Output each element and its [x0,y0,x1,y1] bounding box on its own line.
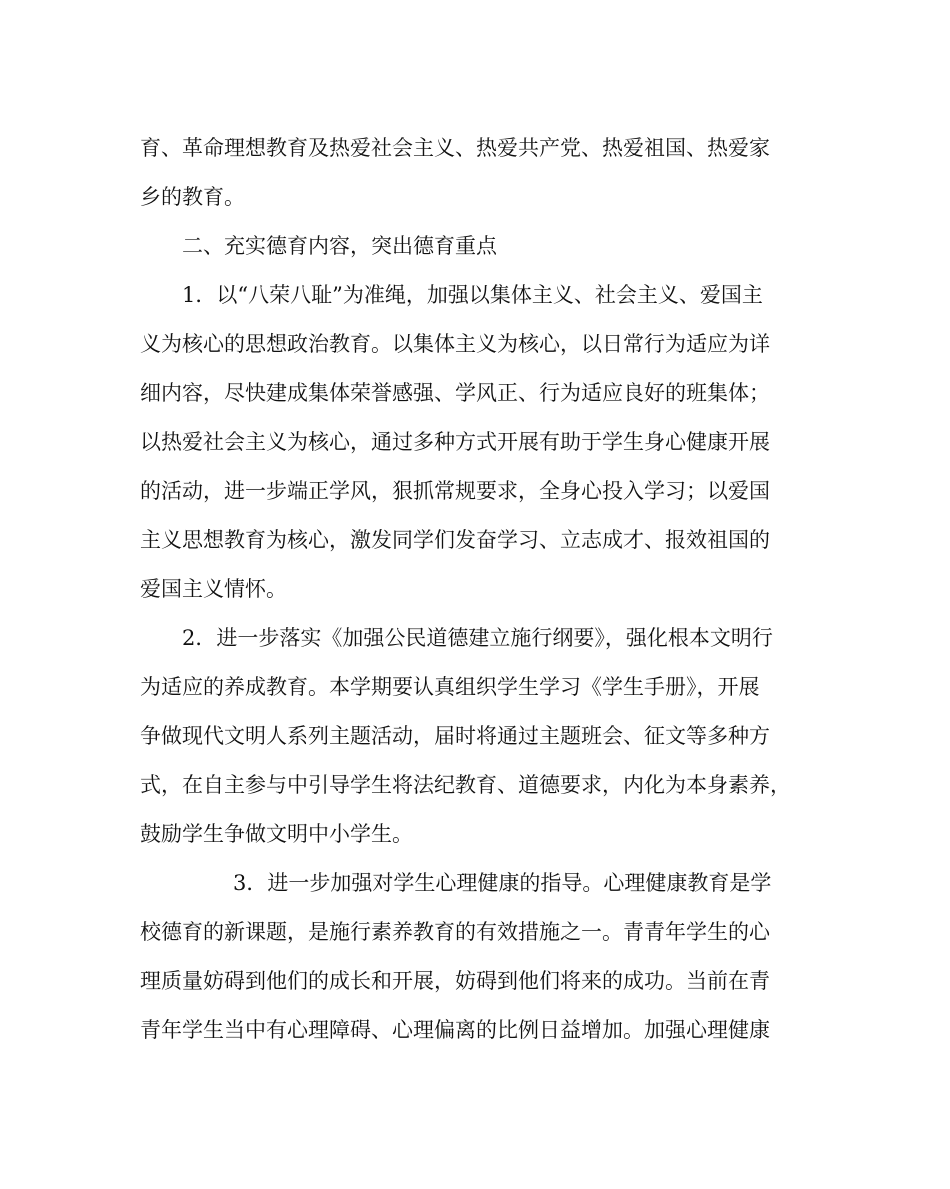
text-line: 鼓励学生争做文明中小学生。 [140,822,413,846]
text-line: 青年学生当中有心理障碍、心理偏离的比例日益增加。加强心理健康 [140,1018,770,1042]
text-line: 3．进一步加强对学生心理健康的指导。心理健康教育是学 [233,871,772,895]
text-line: 1．以“八荣八耻”为准绳，加强以集体主义、社会主义、爱国主 [182,283,763,307]
text-line: 为适应的养成教育。本学期要认真组织学生学习《学生手册》，开展 [140,675,760,699]
section-heading: 二、充实德育内容，突出德育重点 [182,234,497,258]
text-line: 的活动，进一步端正学风，狠抓常规要求，全身心投入学习；以爱国 [140,479,770,503]
text-line: 以热爱社会主义为核心，通过多种方式开展有助于学生身心健康开展 [140,430,770,454]
text-line: 乡的教育。 [140,185,245,209]
text-line: 爱国主义情怀。 [140,577,287,601]
text-line: 2．进一步落实《加强公民道德建立施行纲要》，强化根本文明行 [182,626,773,650]
text-line: 细内容，尽快建成集体荣誉感强、学风正、行为适应良好的班集体； [140,381,770,405]
text-line: 主义思想教育为核心，激发同学们发奋学习、立志成才、报效祖国的 [140,528,770,552]
text-line: 式，在自主参与中引导学生将法纪教育、道德要求，内化为本身素养， [140,773,791,797]
text-line: 理质量妨碍到他们的成长和开展，妨碍到他们将来的成功。当前在青 [140,969,770,993]
text-line: 义为核心的思想政治教育。以集体主义为核心，以日常行为适应为详 [140,332,770,356]
text-line: 校德育的新课题，是施行素养教育的有效措施之一。青青年学生的心 [140,920,770,944]
text-line: 育、革命理想教育及热爱社会主义、热爱共产党、热爱祖国、热爱家 [140,136,770,160]
text-line: 争做现代文明人系列主题活动，届时将通过主题班会、征文等多种方 [140,724,770,748]
